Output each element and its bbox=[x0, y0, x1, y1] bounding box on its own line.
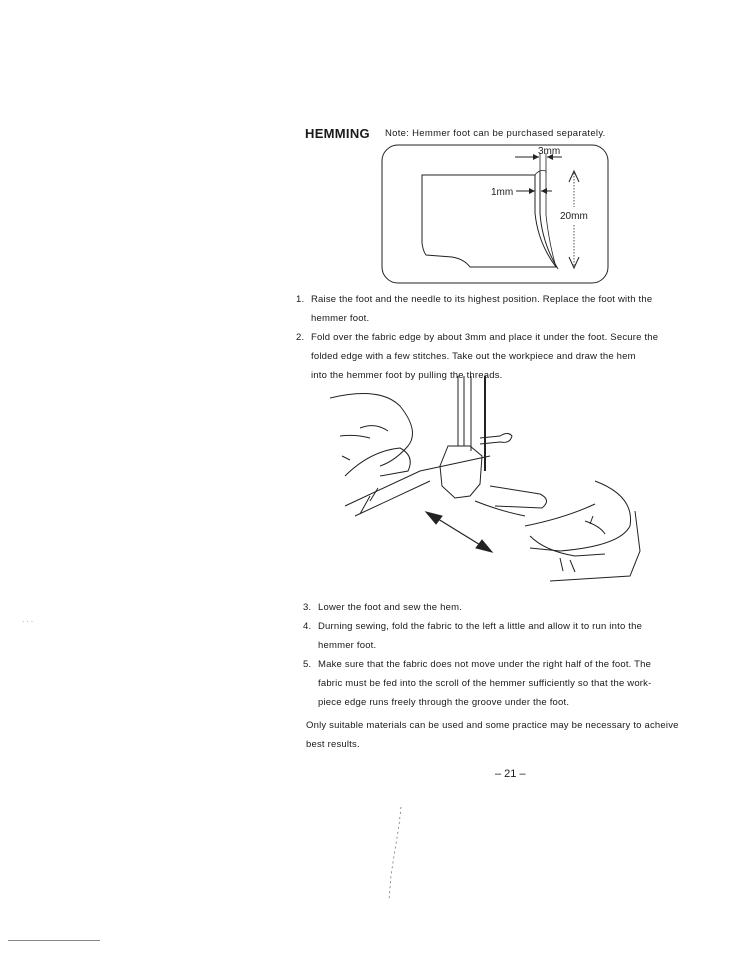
step-4 bbox=[303, 617, 713, 655]
margin-mark: . . . bbox=[22, 615, 34, 624]
steps-list-b bbox=[303, 598, 713, 712]
scan-edge-line bbox=[8, 940, 100, 941]
closing-paragraph bbox=[306, 716, 708, 754]
step-5 bbox=[303, 655, 713, 712]
page-number: – 21 – bbox=[495, 768, 526, 780]
step-text: Raise the foot and the needle to its highest position. Replace the foot with the bbox=[311, 294, 653, 305]
step-1 bbox=[296, 290, 706, 328]
step-text: Durning sewing, fold the fabric to the left a little and allow it to run into the bbox=[318, 621, 643, 632]
closing-line: Only suitable materials can be used and some practice may be necessary to acheive bbox=[306, 720, 679, 731]
step-number: 5. bbox=[303, 659, 312, 670]
scan-smudge bbox=[385, 805, 405, 905]
hem-diagram bbox=[380, 143, 610, 285]
hemming-illustration bbox=[330, 376, 650, 591]
hemmer-note: Note: Hemmer foot can be purchased separately. bbox=[385, 128, 606, 139]
section-heading: HEMMING bbox=[305, 126, 370, 141]
step-text: piece edge runs freely through the groove under the foot. bbox=[318, 697, 570, 708]
step-text: hemmer foot. bbox=[318, 640, 377, 651]
step-text: Make sure that the fabric does not move under the right half of the foot. The bbox=[318, 659, 652, 670]
step-text: Lower the foot and sew the hem. bbox=[318, 602, 463, 613]
step-number: 4. bbox=[303, 621, 312, 632]
steps-list-a bbox=[296, 290, 706, 385]
step-text: folded edge with a few stitches. Take out the workpiece and draw the hem bbox=[311, 351, 636, 362]
step-number: 3. bbox=[303, 602, 312, 613]
label-3mm: 3mm bbox=[538, 146, 561, 157]
step-number: 1. bbox=[296, 294, 305, 305]
step-text: fabric must be fed into the scroll of the hemmer sufficiently so that the work- bbox=[318, 678, 652, 689]
step-text: Fold over the fabric edge by about 3mm and place it under the foot. Secure the bbox=[311, 332, 659, 343]
step-text: into the hemmer foot by pulling the threads. bbox=[311, 370, 503, 381]
label-20mm: 20mm bbox=[560, 211, 588, 222]
step-text: hemmer foot. bbox=[311, 313, 370, 324]
label-1mm: 1mm bbox=[491, 187, 514, 198]
closing-line: best results. bbox=[306, 739, 360, 750]
step-3 bbox=[303, 598, 713, 617]
step-number: 2. bbox=[296, 332, 305, 343]
